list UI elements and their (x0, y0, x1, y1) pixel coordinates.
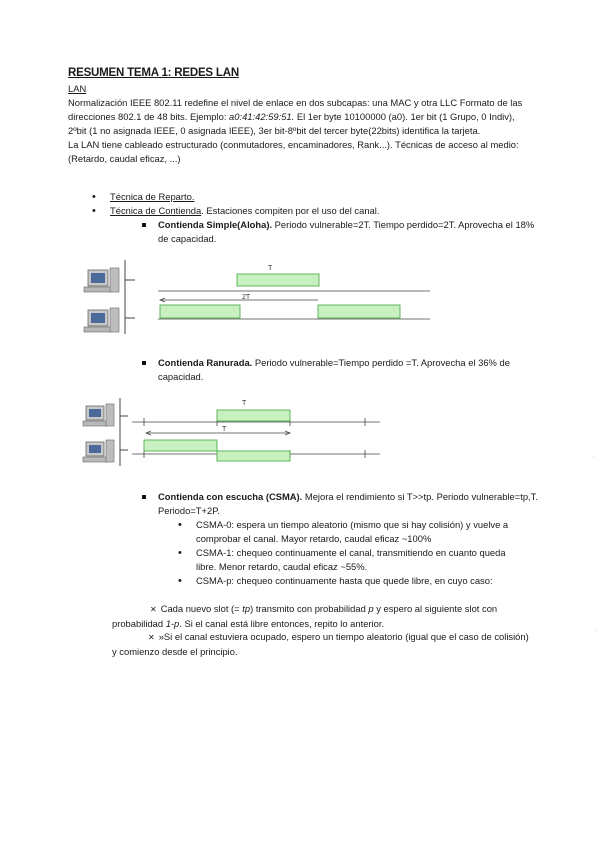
intro-paragraph-1 (68, 96, 528, 138)
csma-variant-0: • CSMA-0: espera un tiempo aleatorio (mismo que si hay colisión) y vuelve a comprobar el canal. Mayor retardo, caudal eficaz ~100% (178, 518, 528, 546)
ranurada-timing-diagram (80, 396, 400, 470)
aloha-label: Contienda Simple(Aloha). (158, 219, 273, 230)
ranurada-item (142, 356, 538, 384)
intro-p1-a: Normalización IEEE 802.11 redefine el nivel de enlace en dos subcapas: una MAC y otra LLC Formato de las direcciones 802.1 de 48 bits. Ejemplo: (68, 97, 523, 122)
section-subtitle: LAN (68, 83, 87, 94)
aloha-text: Periodo vulnerable=2T. Tiempo perdido=2T. Aprovecha el 18% de capacidad. (158, 219, 535, 244)
contienda-label: Técnica de Contienda (110, 205, 202, 216)
reparto-label: Técnica de Reparto. (110, 191, 195, 202)
step2-text: »Si el canal estuviera ocupado, espero un tiempo aleatorio (igual que el caso de colisión) y comienzo desde el principio. (112, 631, 529, 657)
computer-icon (84, 308, 119, 332)
frame-bottom-left (160, 305, 240, 318)
vulnerable-period-label: 2T (242, 294, 251, 301)
intro-paragraph-2: La LAN tiene cableado estructurado (conmutadores, encaminadores, Rank...). Técnicas de acceso al medio: (Retardo, caudal eficaz, ...) (68, 139, 519, 164)
intro-p1-b: El 1er byte 10100000 (a0). 1er bit (1 Grupo, 0 Indiv), 2ºbit (1 no asignada IEEE, 0 asignada IEEE), 3er bit-8ºbit del tercer byte(22bits) identifica la tarjeta. (68, 111, 515, 136)
step1-p: p (368, 603, 374, 614)
slot-frame-top-label: T (242, 400, 247, 407)
computer-icon (84, 268, 119, 292)
technique-list (92, 190, 532, 218)
frame-bottom-right (318, 305, 400, 318)
csma-variants-list (178, 518, 528, 588)
step1-d: . Si el canal está libre entonces, repito lo anterior. (179, 618, 385, 629)
intro-text (68, 96, 528, 166)
slot-frame-top (217, 410, 290, 421)
csma-p-step-1 (112, 602, 532, 631)
ranurada-label: Contienda Ranurada. (158, 357, 253, 368)
csma-p-step-2 (112, 630, 532, 659)
edge-mark: · (592, 453, 595, 460)
csma-item (142, 490, 538, 518)
aloha-item (142, 218, 538, 246)
step1-c: y espero al siguiente slot con probabilidad (112, 603, 498, 629)
contienda-text: . Estaciones compiten por el uso del canal. (201, 205, 380, 216)
step1-tp: tp (242, 603, 251, 614)
slot-period-label: T (222, 426, 227, 433)
intro-example: a0:41:42:59:51. (229, 111, 295, 122)
list-item-reparto (92, 190, 532, 204)
computer-icon (83, 404, 114, 426)
cross-bullet-icon: ✕ (148, 633, 155, 642)
slot-frame-bottom-right (217, 451, 290, 461)
ranurada-text: Periodo vulnerable=Tiempo perdido =T. Aprovecha el 36% de capacidad. (158, 357, 510, 382)
csma-text: Mejora el rendimiento si T>>tp. Periodo vulnerable=tp,T. Periodo=T+2P. (158, 491, 538, 516)
aloha-timing-diagram (80, 258, 440, 338)
frame-top (237, 274, 319, 286)
frame-top-label: T (268, 265, 273, 272)
slot-frame-bottom-left (144, 440, 217, 451)
step1-b: ) transmito con probabilidad (250, 603, 369, 614)
list-item-contienda (92, 204, 532, 218)
step1-1p: 1-p (165, 618, 180, 629)
cross-bullet-icon: ✕ (150, 605, 157, 614)
csma-variant-1: • CSMA-1: chequeo continuamente el canal, transmitiendo en cuanto queda libre. Menor retardo, caudal eficaz ~55%. (178, 546, 528, 574)
csma-label: Contienda con escucha (CSMA). (158, 491, 303, 502)
csma-variant-p: • CSMA-p: chequeo continuamente hasta que quede libre, en cuyo caso: (178, 574, 528, 588)
step1-a: Cada nuevo slot (= (160, 603, 243, 614)
computer-icon (83, 440, 114, 462)
page-title: RESUMEN TEMA 1: REDES LAN (68, 67, 239, 79)
edge-mark: · (594, 627, 597, 634)
